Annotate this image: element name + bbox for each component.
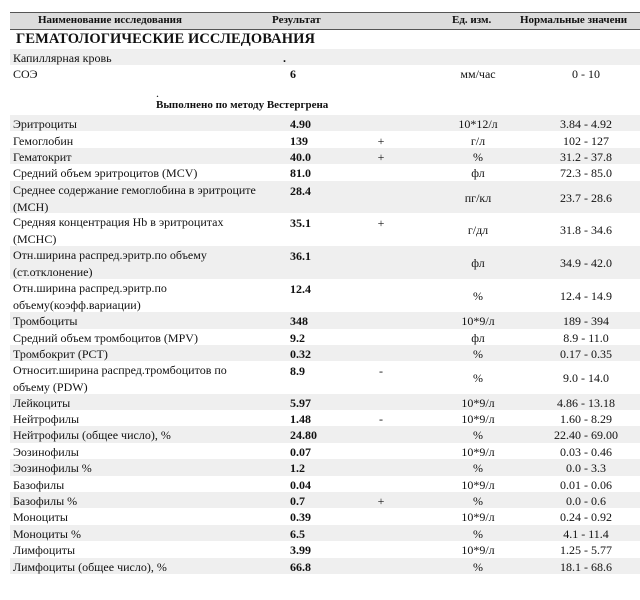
specimen-name: Капиллярная кровь [13,51,112,65]
row-result: 8.9 [290,364,305,378]
row-unit: г/л [470,134,486,148]
table-row [10,312,640,329]
row-flag: + [377,134,385,148]
row-norm: 1.60 - 8.29 [560,412,612,426]
row-result: 3.99 [290,543,311,557]
row-name: Лимфоциты [13,543,76,557]
row-name: Нейтрофилы [13,412,80,426]
table-row [10,279,640,312]
row-norm: 22.40 - 69.00 [554,428,618,442]
section-title: ГЕМАТОЛОГИЧЕСКИЕ ИССЛЕДОВАНИЯ [16,31,316,47]
header-result: Результат [272,14,321,26]
row-unit: % [473,289,483,303]
row-result: 28.4 [290,184,311,198]
row-result: 0.07 [290,445,311,459]
esr-name: СОЭ [13,67,38,81]
row-norm: 0.03 - 0.46 [560,445,612,459]
row-name: Отн.ширина распред.эритр.по объему(коэфф.вариации) [13,281,167,312]
row-name: Эритроциты [13,117,77,131]
row-norm: 12.4 - 14.9 [560,289,612,303]
row-name: Тромбокрит (PCT) [13,347,108,361]
row-unit: 10*9/л [461,543,495,557]
row-result: 9.2 [290,331,305,345]
table-row [10,329,640,345]
row-norm: 0.0 - 0.6 [566,494,606,508]
row-unit: % [473,428,483,442]
header-name: Наименование исследования [38,14,182,26]
row-unit: % [473,150,483,164]
row-flag: + [377,150,385,164]
row-name: Лейкоциты [13,396,71,410]
row-name: Эозинофилы % [13,461,92,475]
row-unit: % [473,560,483,574]
esr-result: 6 [290,67,296,81]
row-result: 35.1 [290,216,311,230]
table-row [10,558,640,574]
row-norm: 18.1 - 68.6 [560,560,612,574]
row-result: 139 [290,134,308,148]
specimen-row [10,49,640,65]
row-unit: фл [471,166,485,180]
row-flag: - [379,364,383,378]
row-name: Моноциты [13,510,68,524]
row-result: 12.4 [290,282,311,296]
row-norm: 1.25 - 5.77 [560,543,612,557]
row-name: Базофилы % [13,494,78,508]
row-unit: 10*9/л [461,445,495,459]
row-unit: % [473,371,483,385]
method-note: Выполнено по методу Вестергрена [156,99,329,111]
row-norm: 34.9 - 42.0 [560,256,612,270]
row-result: 66.8 [290,560,311,574]
row-norm: 189 - 394 [563,314,609,328]
table-row [10,148,640,164]
row-name: Гемоглобин [13,134,74,148]
row-norm: 3.84 - 4.92 [560,117,612,131]
row-norm: 4.86 - 13.18 [557,396,615,410]
row-name: Средний объем тромбоцитов (MPV) [13,331,198,345]
table-row [10,459,640,476]
row-norm: 31.2 - 37.8 [560,150,612,164]
row-name: Лимфоциты (общее число), % [13,560,167,574]
table-row [10,132,640,148]
row-name: Эозинофилы [13,445,79,459]
row-norm: 0.01 - 0.06 [560,478,612,492]
table-row [10,361,640,394]
esr-norm: 0 - 10 [572,67,600,81]
row-unit: 10*9/л [461,396,495,410]
table-row [10,443,640,459]
table-row [10,164,640,181]
row-name: Базофилы [13,478,65,492]
row-result: 1.48 [290,412,311,426]
row-unit: 10*12/л [458,117,498,131]
row-unit: пг/кл [464,191,492,205]
row-name: Средняя концентрация Hb в эритроцитах (MCHC) [13,215,224,246]
header-norm: Нормальные значени [520,14,628,26]
esr-row [10,65,640,83]
method-dot: . [156,86,159,100]
row-norm: 0.17 - 0.35 [560,347,612,361]
row-unit: % [473,494,483,508]
row-unit: фл [471,256,485,270]
row-norm: 0.0 - 3.3 [566,461,606,475]
specimen-mark: . [283,51,286,65]
row-norm: 0.24 - 0.92 [560,510,612,524]
table-row [10,115,640,131]
row-unit: % [473,527,483,541]
row-result: 5.97 [290,396,311,410]
row-result: 0.39 [290,510,311,524]
row-norm: 23.7 - 28.6 [560,191,612,205]
table-row [10,394,640,410]
table-row [10,492,640,508]
row-flag: + [377,216,385,230]
row-name: Средний объем эритроцитов (MCV) [13,166,198,180]
row-unit: г/дл [467,223,489,237]
row-unit: 10*9/л [461,314,495,328]
row-norm: 102 - 127 [563,134,609,148]
row-unit: 10*9/л [461,478,495,492]
row-name: Относит.ширина распред.тромбоцитов по объему (PDW) [13,363,227,394]
row-result: 1.2 [290,461,305,475]
table-row [10,410,640,426]
table-row [10,541,640,558]
table-row [10,525,640,541]
table-row [10,213,640,246]
row-name: Среднее содержание гемоглобина в эритроците (MCH) [13,183,256,214]
row-unit: % [473,347,483,361]
row-name: Отн.ширина распред.эритр.по объему (ст.отклонение) [13,248,207,279]
table-row [10,426,640,443]
row-name: Тромбоциты [13,314,78,328]
row-result: 24.80 [290,428,317,442]
row-unit: 10*9/л [461,412,495,426]
row-name: Моноциты % [13,527,81,541]
table-row [10,246,640,279]
row-result: 40.0 [290,150,311,164]
row-norm: 8.9 - 11.0 [563,331,609,345]
row-name: Нейтрофилы (общее число), % [13,428,171,442]
row-norm: 9.0 - 14.0 [563,371,609,385]
row-result: 81.0 [290,166,311,180]
row-unit: % [473,461,483,475]
row-result: 348 [290,314,308,328]
table-row [10,476,640,492]
row-norm: 31.8 - 34.6 [560,223,612,237]
row-result: 0.7 [290,494,305,508]
row-flag: + [377,494,385,508]
row-result: 36.1 [290,249,311,263]
row-result: 6.5 [290,527,305,541]
table-header [10,12,640,30]
row-norm: 72.3 - 85.0 [560,166,612,180]
row-unit: фл [471,331,485,345]
row-name: Гематокрит [13,150,72,164]
row-result: 0.04 [290,478,311,492]
table-row [10,345,640,361]
row-norm: 4.1 - 11.4 [563,527,609,541]
table-row [10,181,640,213]
header-unit: Ед. изм. [452,14,492,26]
row-unit: 10*9/л [461,510,495,524]
row-result: 0.32 [290,347,311,361]
row-flag: - [379,412,383,426]
table-row [10,508,640,525]
row-result: 4.90 [290,117,311,131]
esr-unit: мм/час [460,67,496,81]
